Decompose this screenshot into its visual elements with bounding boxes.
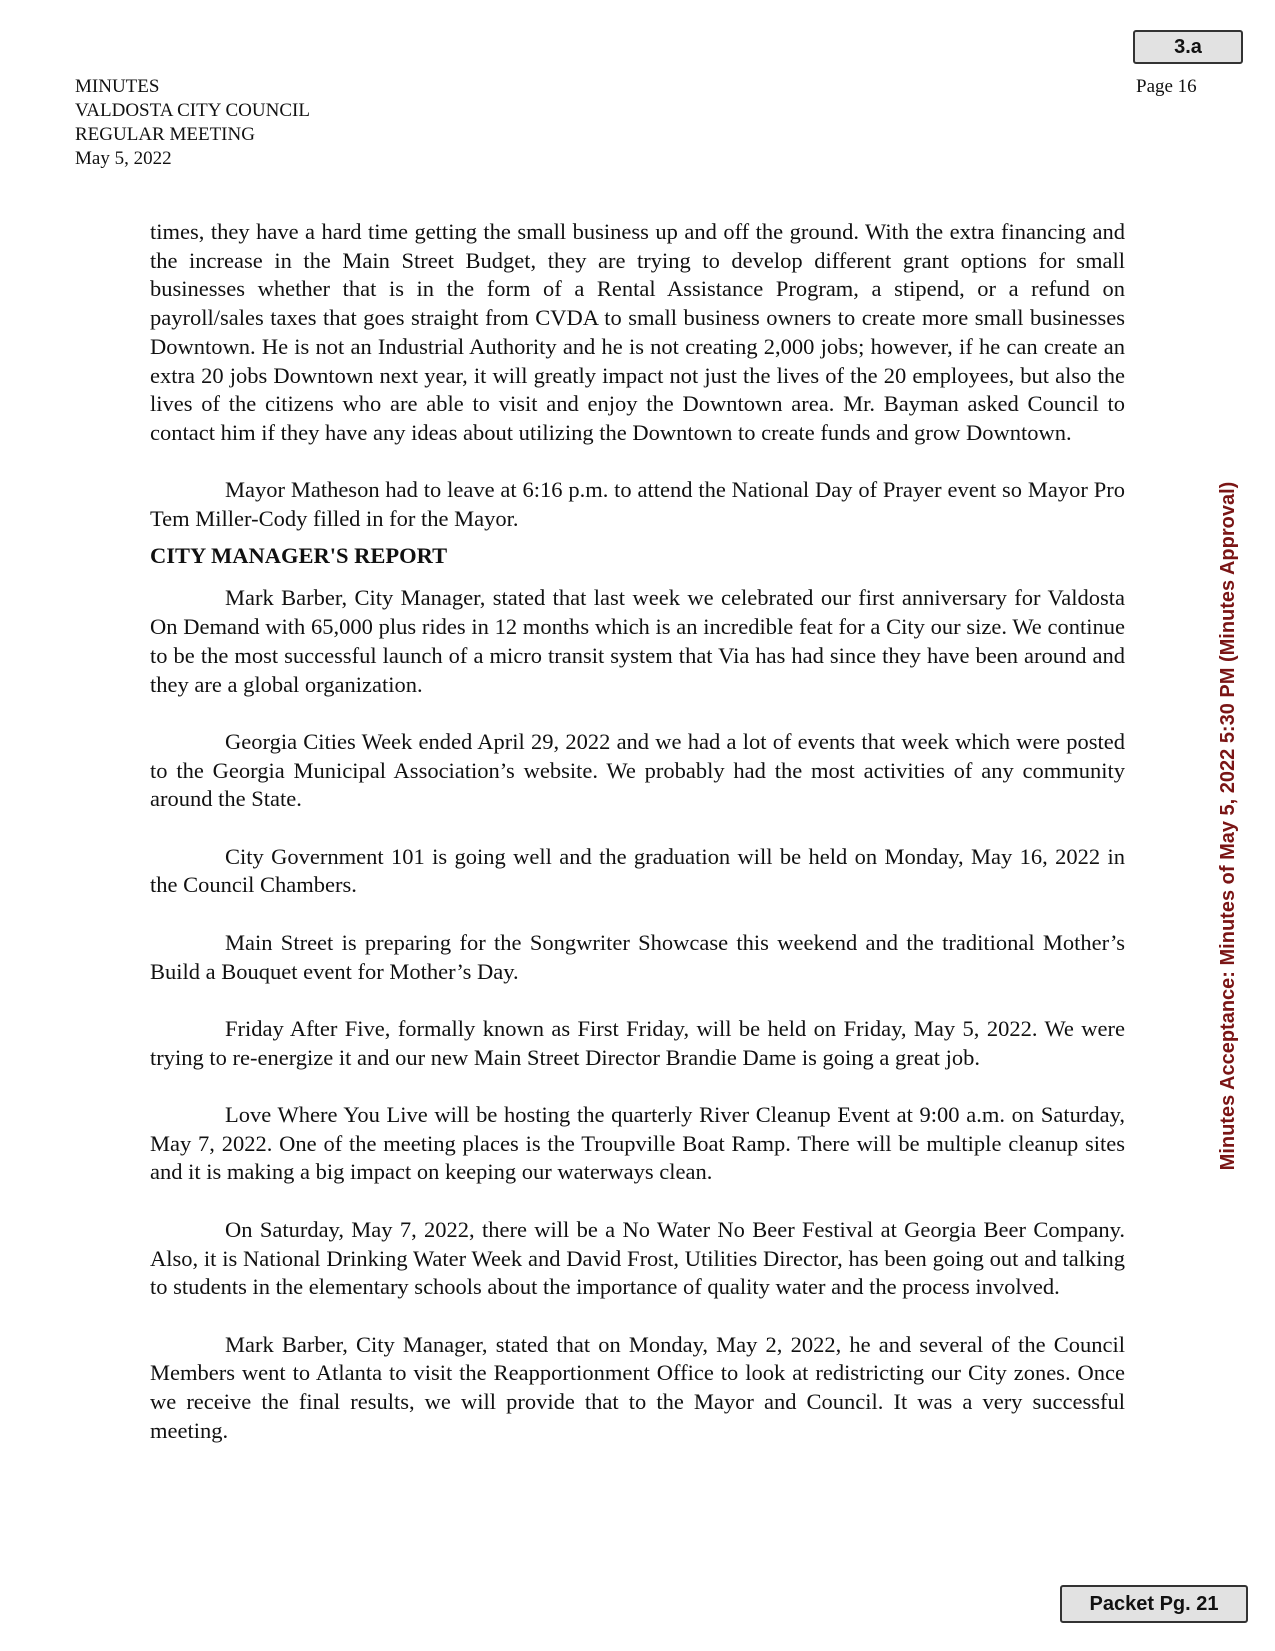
paragraph-no-water-no-beer: On Saturday, May 7, 2022, there will be a No Water No Beer Festival at Georgia Beer Company. Also, it is National Drinking Water Week and David Frost, Utilities Director, has been going out and talking to students in the elementary schools about the importance of quality water and the process involved. xyxy=(150,1216,1125,1300)
paragraph-river-cleanup: Love Where You Live will be hosting the quarterly River Cleanup Event at 9:00 a.m. on Saturday, May 7, 2022. One of the meeting places is the Troupville Boat Ramp. There will be multiple cleanup sites and it is making a big impact on keeping our waterways clean. xyxy=(150,1102,1125,1185)
header-meeting-type: REGULAR MEETING xyxy=(75,124,255,145)
header-minutes: MINUTES xyxy=(75,76,160,97)
minutes-acceptance-sidebar: Minutes Acceptance: Minutes of May 5, 2022 5:30 PM (Minutes Approval) xyxy=(1217,481,1239,1171)
paragraph-georgia-cities-week: Georgia Cities Week ended April 29, 2022 and we had a lot of events that week which were posted to the Georgia Municipal Association’s website. We probably had the most activities of any community around the State. xyxy=(150,728,1125,812)
paragraph-downtown-funding: times, they have a hard time getting the small business up and off the ground. With the extra financing and the increase in the Main Street Budget, they are trying to develop different grant options for small businesses whether that is in the form of a Rental Assistance Program, a stipend, or a refund on payroll/sales taxes that goes straight from CVDA to small business owners to create more small businesses Downtown. He is not an Industrial Authority and he is not creating 2,000 jobs; however, if he can create an extra 20 jobs Downtown next year, it will greatly impact not just the lives of the 20 employees, but also the lives of the citizens who are able to visit and enjoy the Downtown area. Mr. Bayman asked Council to contact him if they have any ideas about utilizing the Downtown to create funds and grow Downtown. xyxy=(150,219,1125,445)
paragraph-friday-after-five: Friday After Five, formally known as First Friday, will be held on Friday, May 5, 2022. We were trying to re-energize it and our new Main Street Director Brandie Dame is going a great job. xyxy=(150,1015,1125,1070)
document-body xyxy=(150,218,1125,1474)
paragraph-valdosta-on-demand: Mark Barber, City Manager, stated that last week we celebrated our first anniversary for Valdosta On Demand with 65,000 plus rides in 12 months which is an incredible feat for a City our size. We continue to be the most successful launch of a micro transit system that Via has had since they have been around and they are a global organization. xyxy=(150,585,1125,697)
agenda-item-tag: 3.a xyxy=(1133,30,1243,64)
section-heading-city-manager-report: CITY MANAGER'S REPORT xyxy=(150,542,448,568)
paragraph-mayor-leave: Mayor Matheson had to leave at 6:16 p.m. to attend the National Day of Prayer event so Mayor Pro Tem Miller-Cody filled in for the Mayor. xyxy=(150,477,1125,532)
paragraph-reapportionment: Mark Barber, City Manager, stated that on Monday, May 2, 2022, he and several of the Council Members went to Atlanta to visit the Reapportionment Office to look at redistricting our City zones. Once we receive the final results, we will provide that to the Mayor and Council. It was a very successful meeting. xyxy=(150,1331,1125,1443)
header-date: May 5, 2022 xyxy=(75,148,172,169)
paragraph-main-street: Main Street is preparing for the Songwriter Showcase this weekend and the traditional Mother’s Build a Bouquet event for Mother’s Day. xyxy=(150,929,1125,984)
packet-page-box: Packet Pg. 21 xyxy=(1060,1585,1248,1623)
document-header xyxy=(75,75,310,171)
header-council: VALDOSTA CITY COUNCIL xyxy=(75,100,310,121)
page-number: Page 16 xyxy=(1136,76,1197,97)
paragraph-city-government-101: City Government 101 is going well and the graduation will be held on Monday, May 16, 2022 in the Council Chambers. xyxy=(150,843,1125,898)
